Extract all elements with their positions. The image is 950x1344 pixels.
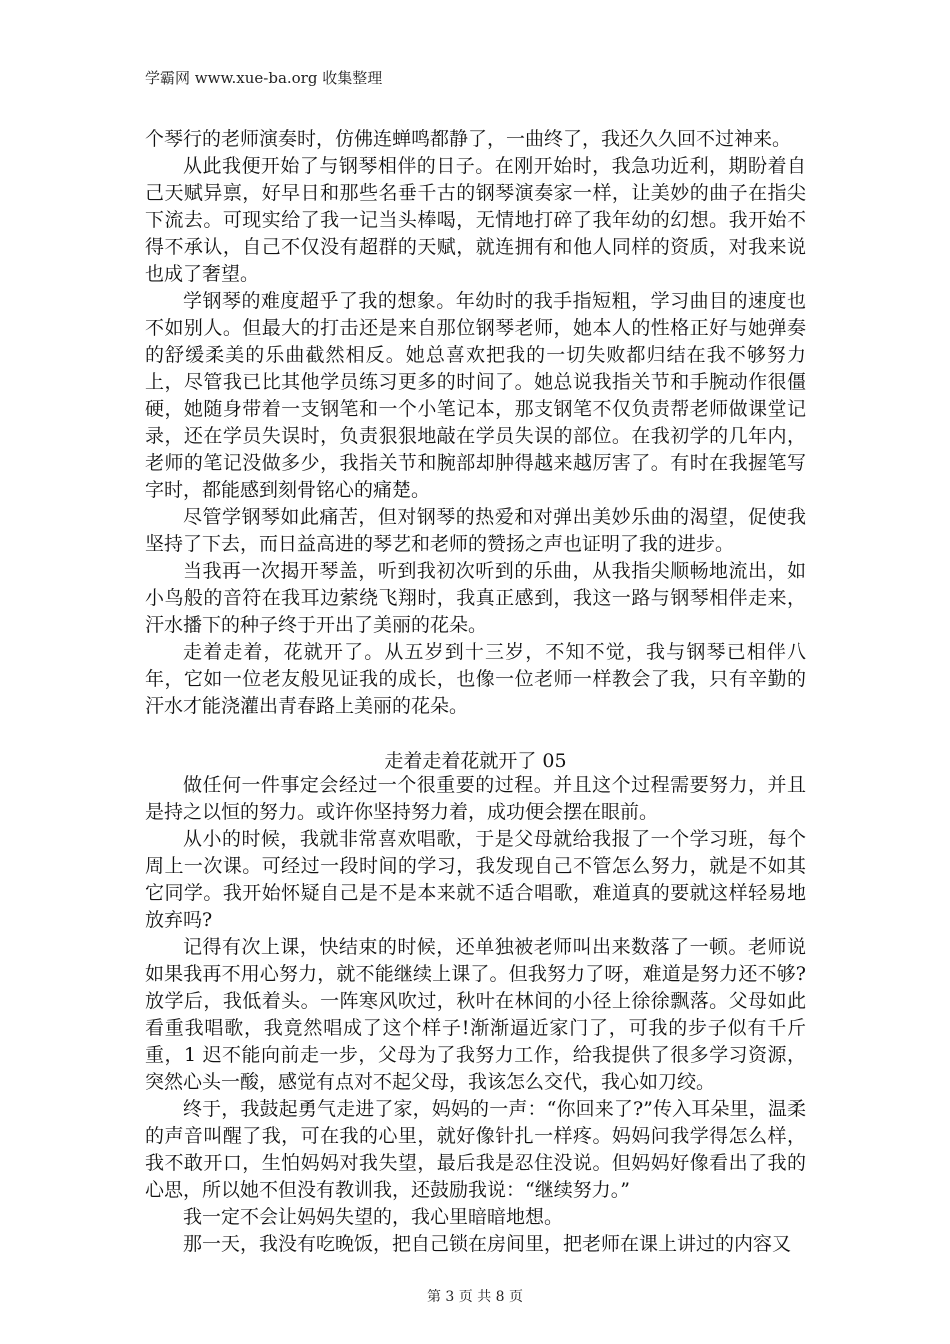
paragraph: 个琴行的老师演奏时，仿佛连蝉鸣都静了，一曲终了，我还久久回不过神来。 bbox=[145, 128, 792, 150]
page-number: 第 3 页 共 8 页 bbox=[426, 1289, 524, 1305]
paragraph: 尽管学钢琴如此痛苦，但对钢琴的热爱和对弹出美妙乐曲的渴望，促使我坚持了下去，而日益高进的琴艺和老师的赞扬之声也证明了我的进步。 bbox=[145, 506, 806, 555]
paragraph: 那一天，我没有吃晚饭，把自己锁在房间里，把老师在课上讲过的内容又 bbox=[183, 1233, 792, 1255]
section-2-body bbox=[145, 772, 806, 1258]
section-1-body bbox=[145, 126, 806, 720]
paragraph: 学钢琴的难度超乎了我的想象。年幼时的我手指短粗，学习曲目的速度也不如别人。但最大的打击还是来自那位钢琴老师，她本人的性格正好与她弹奏的舒缓柔美的乐曲截然相反。她总喜欢把我的一切失败都归结在我不够努力上，尽管我已比其他学员练习更多的时间了。她总说我指关节和手腕动作很僵硬，她随身带着一支钢笔和一个小笔记本，那支钢笔不仅负责帮老师做课堂记录，还在学员失误时，负责狠狠地敲在学员失误的部位。在我初学的几年内，老师的笔记没做多少，我指关节和腕部却肿得越来越厉害了。有时在我握笔写字时，都能感到刻骨铭心的痛楚。 bbox=[145, 290, 806, 501]
section-title: 走着走着花就开了 05 bbox=[384, 750, 567, 772]
paragraph: 走着走着，花就开了。从五岁到十三岁，不知不觉，我与钢琴已相伴八年，它如一位老友般见证我的成长，也像一位老师一样教会了我，只有辛勤的汗水才能浇灌出青春路上美丽的花朵。 bbox=[145, 641, 806, 717]
paragraph: 终于，我鼓起勇气走进了家，妈妈的一声：“你回来了?”传入耳朵里，温柔的声音叫醒了我，可在我的心里，就好像针扎一样疼。妈妈问我学得怎么样，我不敢开口，生怕妈妈对我失望，最后我是忍住没说。但妈妈好像看出了我的心思，所以她不但没有教训我，还鼓励我说：“继续努力。” bbox=[145, 1098, 806, 1201]
paragraph: 我一定不会让妈妈失望的，我心里暗暗地想。 bbox=[183, 1206, 564, 1228]
paragraph: 记得有次上课，快结束的时候，还单独被老师叫出来数落了一顿。老师说如果我再不用心努力，就不能继续上课了。但我努力了呀，难道是努力还不够?放学后，我低着头。一阵寒风吹过，秋叶在林间的小径上徐徐飘落。父母如此看重我唱歌，我竟然唱成了这个样子!渐渐逼近家门了，可我的步子似有千斤重，1 迟不能向前走一步，父母为了我努力工作，给我提供了很多学习资源，突然心头一酸，感觉有点对不起父母，我该怎么交代，我心如刀绞。 bbox=[145, 936, 806, 1093]
paragraph: 从此我便开始了与钢琴相伴的日子。在刚开始时，我急功近利，期盼着自己天赋异禀，好早日和那些名垂千古的钢琴演奏家一样，让美妙的曲子在指尖下流去。可现实给了我一记当头棒喝，无情地打碎了我年幼的幻想。我开始不得不承认，自己不仅没有超群的天赋，就连拥有和他人同样的资质，对我来说也成了奢望。 bbox=[145, 155, 806, 285]
paragraph: 当我再一次揭开琴盖，听到我初次听到的乐曲，从我指尖顺畅地流出，如小鸟般的音符在我耳边萦绕飞翔时，我真正感到，我这一路与钢琴相伴走来，汗水播下的种子终于开出了美丽的花朵。 bbox=[145, 560, 806, 636]
page-header: 学霸网 www.xue-ba.org 收集整理 bbox=[145, 69, 383, 87]
paragraph: 做任何一件事定会经过一个很重要的过程。并且这个过程需要努力，并且是持之以恒的努力。或许你坚持努力着，成功便会摆在眼前。 bbox=[145, 774, 806, 823]
paragraph: 从小的时候，我就非常喜欢唱歌，于是父母就给我报了一个学习班，每个周上一次课。可经过一段时间的学习，我发现自己不管怎么努力，就是不如其它同学。我开始怀疑自己是不是本来就不适合唱歌，难道真的要就这样轻易地放弃吗? bbox=[145, 828, 806, 931]
